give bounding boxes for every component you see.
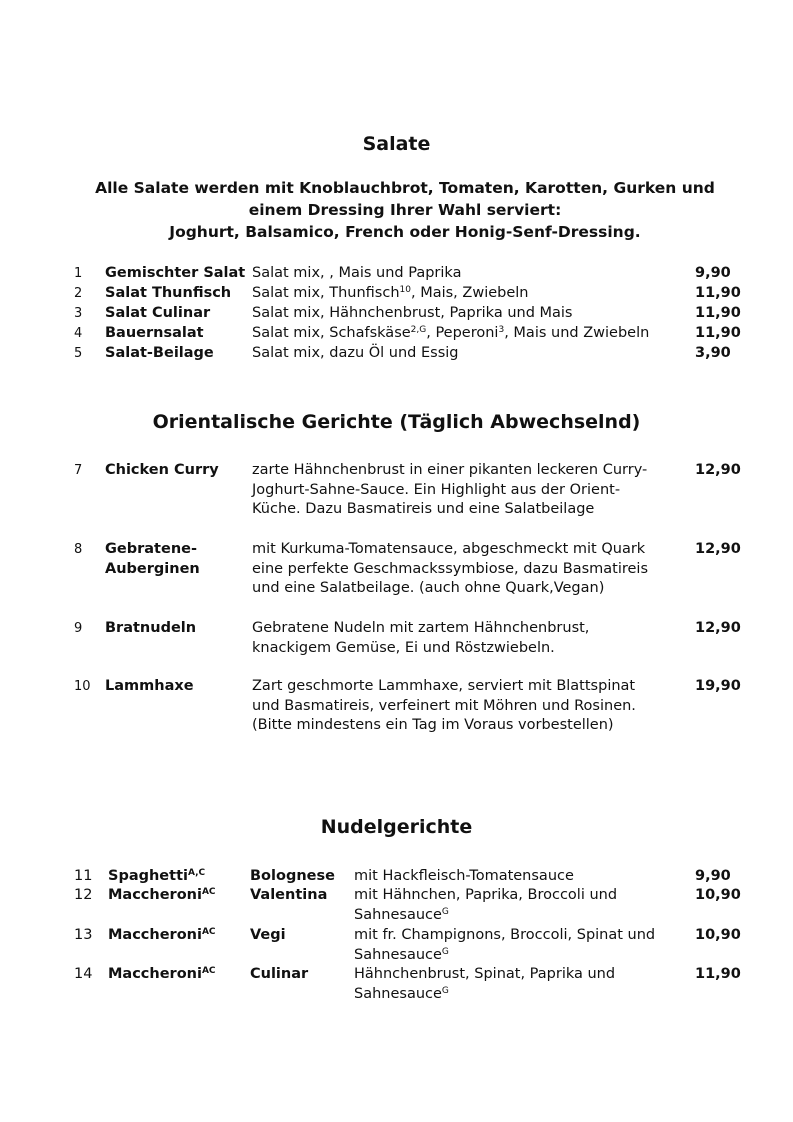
- section-title-orient: Orientalische Gerichte (Täglich Abwechselnd): [152, 411, 641, 433]
- item-price: 11,90: [695, 285, 741, 301]
- allergen-superscript: A,C: [187, 868, 206, 878]
- item-description: Salat mix, Schafskäse$^{2,G}$, Peperoni$^3$, Mais und Zwiebeln: [252, 325, 650, 341]
- item-number: 4: [74, 326, 83, 341]
- item-description: Gebratene Nudeln mit zartem Hähnchenbrust, knackigem Gemüse, Ei und Röstzwiebeln.: [252, 620, 590, 656]
- item-description: Salat mix, Hähnchenbrust, Paprika und Mais: [252, 305, 573, 321]
- item-price: 3,90: [695, 345, 731, 361]
- item-name: Maccheroni$^{AC}$: [108, 927, 216, 943]
- item-number: 12: [74, 887, 93, 903]
- item-number: 5: [74, 346, 83, 361]
- item-number: 2: [74, 286, 83, 301]
- item-name: Bratnudeln: [105, 620, 197, 636]
- item-price: 10,90: [695, 927, 741, 943]
- item-name: Spaghetti$^{A,C}$: [108, 868, 206, 884]
- item-name: Lammhaxe: [105, 678, 194, 694]
- item-name: Gebratene- Auberginen: [105, 541, 200, 577]
- allergen-superscript: G: [441, 985, 449, 996]
- item-name: Maccheroni$^{AC}$: [108, 887, 216, 903]
- item-number: 9: [74, 621, 83, 636]
- item-description: zarte Hähnchenbrust in einer pikanten leckeren Curry- Joghurt-Sahne-Sauce. Ein Highlight aus der Orient- Küche. Dazu Basmatireis und eine Salatbeilage: [252, 462, 648, 517]
- allergen-superscript: AC: [201, 966, 216, 976]
- item-description: Salat mix, Thunfisch$^{10}$, Mais, Zwiebeln: [252, 285, 529, 301]
- item-price: 12,90: [695, 462, 741, 478]
- item-description: Salat mix, dazu Öl und Essig: [252, 345, 459, 361]
- item-description: Salat mix, , Mais und Paprika: [252, 265, 462, 281]
- item-description: Zart geschmorte Lammhaxe, serviert mit Blattspinat und Basmatireis, verfeinert mit Möhren und Rosinen. (Bitte mindestens ein Tag im Voraus vorbestellen): [252, 678, 636, 733]
- item-name: Salat Thunfisch: [105, 285, 232, 301]
- item-price: 9,90: [695, 265, 731, 281]
- item-number: 8: [74, 542, 83, 557]
- allergen-superscript: 3: [498, 325, 505, 335]
- item-price: 19,90: [695, 678, 741, 694]
- section-title-salate: Salate: [362, 133, 431, 155]
- item-number: 11: [74, 868, 93, 884]
- item-name: Maccheroni$^{AC}$: [108, 966, 216, 982]
- allergen-superscript: AC: [201, 887, 216, 897]
- item-price: 11,90: [695, 966, 741, 982]
- item-number: 10: [74, 679, 91, 694]
- section-title-nudel: Nudelgerichte: [320, 816, 473, 838]
- item-number: 7: [74, 463, 83, 478]
- item-variant: Valentina: [250, 887, 328, 903]
- allergen-superscript: 2,G: [410, 325, 427, 335]
- item-description: mit Hackfleisch-Tomatensauce: [354, 868, 574, 884]
- item-price: 12,90: [695, 541, 741, 557]
- item-description: mit Kurkuma-Tomatensauce, abgeschmeckt mit Quark eine perfekte Geschmackssymbiose, dazu Basmatireis und eine Salatbeilage. (auch ohne Quark,Vegan): [252, 541, 649, 596]
- item-variant: Culinar: [250, 966, 309, 982]
- item-variant: Vegi: [250, 927, 286, 943]
- item-name: Bauernsalat: [105, 325, 204, 341]
- item-number: 3: [74, 306, 83, 321]
- intro-line: einem Dressing Ihrer Wahl serviert:: [248, 201, 562, 219]
- item-price: 12,90: [695, 620, 741, 636]
- item-name: Gemischter Salat: [105, 265, 246, 281]
- item-number: 1: [74, 266, 83, 281]
- item-description: mit Hähnchen, Paprika, Broccoli und Sahnesauce$^G$: [354, 887, 618, 923]
- item-price: 10,90: [695, 887, 741, 903]
- intro-line: Joghurt, Balsamico, French oder Honig-Senf-Dressing.: [169, 223, 641, 241]
- item-price: 11,90: [695, 325, 741, 341]
- item-name: Salat-Beilage: [105, 345, 214, 361]
- item-name: Chicken Curry: [105, 462, 219, 478]
- salate-intro: [70, 177, 740, 243]
- intro-line: Alle Salate werden mit Knoblauchbrot, Tomaten, Karotten, Gurken und: [95, 179, 715, 197]
- item-description: Hähnchenbrust, Spinat, Paprika und Sahnesauce$^G$: [354, 966, 616, 1002]
- item-price: 11,90: [695, 305, 741, 321]
- item-name: Salat Culinar: [105, 305, 211, 321]
- item-description: mit fr. Champignons, Broccoli, Spinat und Sahnesauce$^G$: [354, 927, 656, 963]
- item-price: 9,90: [695, 868, 731, 884]
- allergen-superscript: G: [441, 946, 449, 957]
- item-number: 14: [74, 966, 93, 982]
- allergen-superscript: AC: [201, 927, 216, 937]
- allergen-superscript: 10: [399, 285, 411, 295]
- item-variant: Bolognese: [250, 868, 335, 884]
- item-number: 13: [74, 927, 93, 943]
- allergen-superscript: G: [441, 906, 449, 917]
